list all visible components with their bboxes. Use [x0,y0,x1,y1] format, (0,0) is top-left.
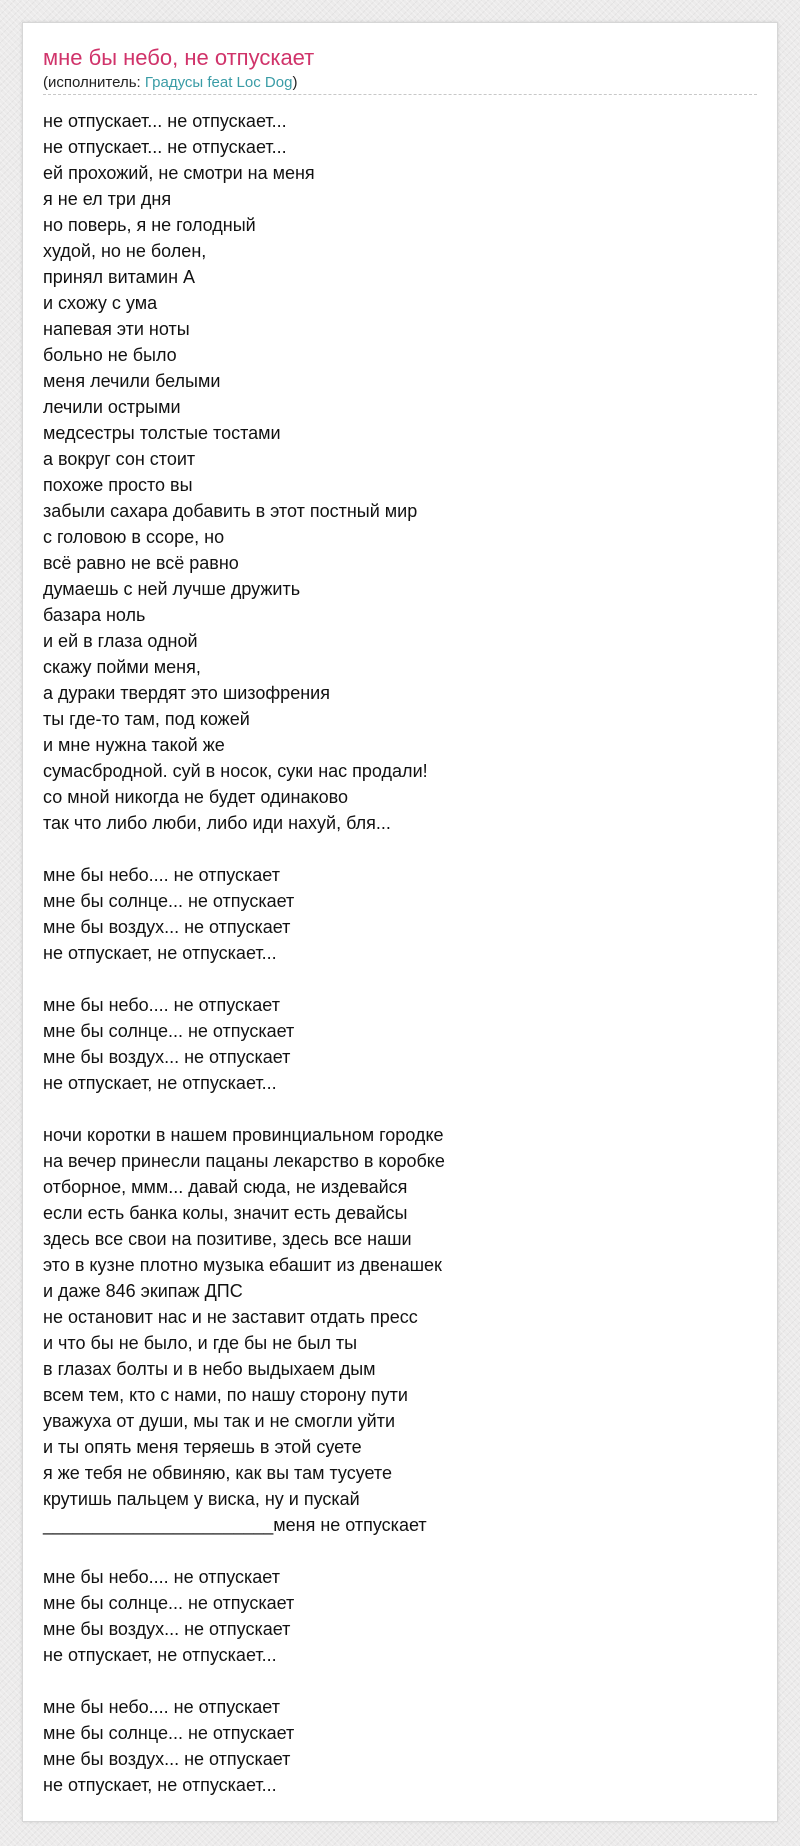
lyric-line: не отпускает, не отпускает... [43,943,277,963]
lyric-line: меня лечили белыми [43,371,221,391]
lyric-line: на вечер принесли пацаны лекарство в коробке [43,1151,445,1171]
artist-suffix: ) [292,74,298,91]
lyric-line: мне бы воздух... не отпускает [43,917,291,937]
lyric-line: и мне нужна такой же [43,735,225,755]
lyric-line: с головою в ссоре, но [43,527,225,547]
artist-link[interactable]: Градусы feat Loc Dog [144,74,293,91]
lyric-line: уважуха от души, мы так и не смогли уйти [43,1411,396,1431]
lyrics-text [43,108,757,1798]
stanza-break [43,1096,757,1122]
lyric-line: не остановит нас и не заставит отдать пресс [43,1307,418,1327]
lyric-line: а дураки твердят это шизофрения [43,683,330,703]
lyric-line: всем тем, кто с нами, по нашу сторону пути [43,1385,408,1405]
stanza-break [43,1668,757,1694]
lyric-line: крутишь пальцем у виска, ну и пускай [43,1489,360,1509]
lyric-line: ночи коротки в нашем провинциальном городке [43,1125,444,1145]
lyric-line: похоже просто вы [43,475,193,495]
lyric-line: не отпускает, не отпускает... [43,1645,277,1665]
lyric-line: не отпускает... не отпускает... [43,111,287,131]
artist-line [43,74,757,95]
lyrics-card [22,22,778,1822]
stanza-break [43,966,757,992]
lyric-line: не отпускает, не отпускает... [43,1775,277,1795]
stanza-break [43,1538,757,1564]
lyric-line: принял витамин А [43,267,196,287]
lyric-line: больно не было [43,345,177,365]
lyric-line: ты где-то там, под кожей [43,709,250,729]
lyric-line: и схожу с ума [43,293,158,313]
lyric-line: если есть банка колы, значит есть девайсы [43,1203,408,1223]
lyric-line: мне бы небо.... не отпускает [43,1697,280,1717]
lyric-line: но поверь, я не голодный [43,215,256,235]
lyric-line: это в кузне плотно музыка ебашит из двенашек [43,1255,442,1275]
lyric-line: скажу пойми меня, [43,657,201,677]
lyric-line: базара ноль [43,605,146,625]
stanza-break [43,836,757,862]
lyric-line: отборное, ммм... давай сюда, не издевайся [43,1177,408,1197]
lyric-line: и что бы не было, и где бы не был ты [43,1333,358,1353]
lyric-line: ей прохожий, не смотри на меня [43,163,315,183]
lyric-line: мне бы небо.... не отпускает [43,995,280,1015]
lyric-line: напевая эти ноты [43,319,190,339]
lyric-line: и даже 846 экипаж ДПС [43,1281,243,1301]
lyric-line: не отпускает, не отпускает... [43,1073,277,1093]
lyric-line: мне бы солнце... не отпускает [43,1723,295,1743]
lyric-line: мне бы небо.... не отпускает [43,865,280,885]
lyric-line: мне бы воздух... не отпускает [43,1619,291,1639]
lyric-line: и ей в глаза одной [43,631,198,651]
lyric-line: лечили острыми [43,397,181,417]
lyric-line: медсестры толстые тостами [43,423,281,443]
lyric-line: мне бы воздух... не отпускает [43,1749,291,1769]
lyric-line: не отпускает... не отпускает... [43,137,287,157]
lyric-line: и ты опять меня теряешь в этой суете [43,1437,362,1457]
lyric-line: _______________________меня не отпускает [43,1515,427,1535]
lyric-line: мне бы солнце... не отпускает [43,1021,295,1041]
song-title: мне бы небо, не отпускает [43,45,315,70]
lyric-line: в глазах болты и в небо выдыхаем дым [43,1359,376,1379]
artist-prefix: (исполнитель: [43,74,145,91]
lyric-line: мне бы солнце... не отпускает [43,1593,295,1613]
lyric-line: думаешь с ней лучше дружить [43,579,301,599]
lyric-line: здесь все свои на позитиве, здесь все наши [43,1229,412,1249]
lyric-line: всё равно не всё равно [43,553,239,573]
lyric-line: сумасбродной. суй в носок, суки нас продали! [43,761,428,781]
lyric-line: худой, но не болен, [43,241,207,261]
lyric-line: а вокруг сон стоит [43,449,196,469]
lyric-line: так что либо люби, либо иди нахуй, бля... [43,813,391,833]
lyric-line: со мной никогда не будет одинаково [43,787,348,807]
lyric-line: я не ел три дня [43,189,172,209]
lyric-line: мне бы воздух... не отпускает [43,1047,291,1067]
lyric-line: мне бы небо.... не отпускает [43,1567,280,1587]
lyric-line: мне бы солнце... не отпускает [43,891,295,911]
lyric-line: я же тебя не обвиняю, как вы там тусуете [43,1463,392,1483]
lyric-line: забыли сахара добавить в этот постный мир [43,501,418,521]
